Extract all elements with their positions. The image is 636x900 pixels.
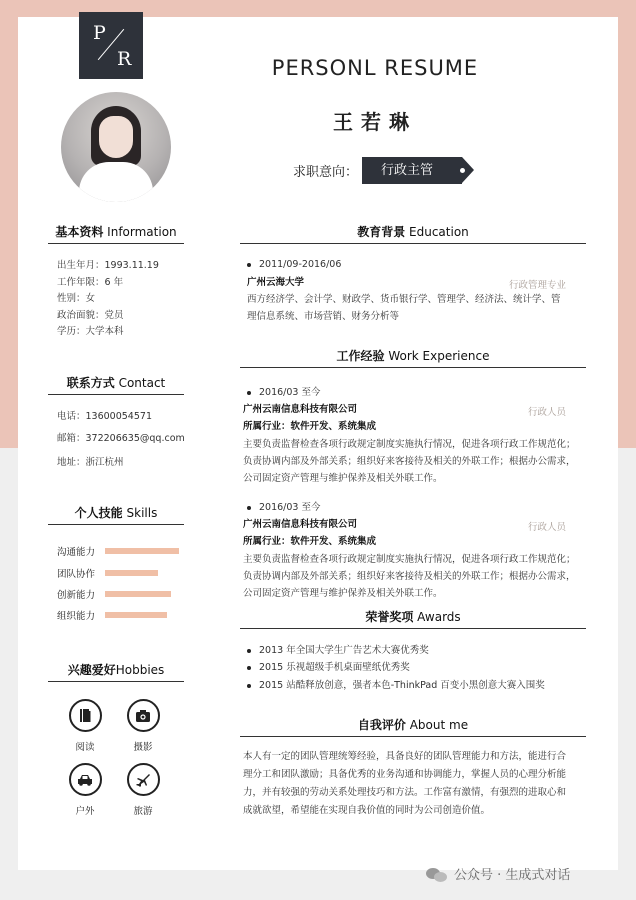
education-title-cn: 教育背景 bbox=[357, 225, 406, 239]
bullet-icon bbox=[247, 649, 251, 653]
job-description-line: 公司固定资产管理与维护保养及相关外联工作。 bbox=[243, 473, 443, 484]
skill-label: 沟通能力 bbox=[57, 547, 96, 558]
logo-letter-r: R bbox=[117, 48, 132, 70]
awards-title bbox=[240, 608, 586, 625]
job-description bbox=[243, 436, 588, 487]
work-title-en: Work Experience bbox=[384, 349, 490, 363]
camera-icon bbox=[127, 699, 160, 732]
political-status: 政治面貌：党员 bbox=[57, 309, 124, 321]
skill-bar bbox=[105, 591, 171, 597]
about-line: 成就欲望，希望能在实现自我价值的同时为公司创造价值。 bbox=[243, 805, 491, 816]
work-rule bbox=[240, 367, 586, 368]
job-description bbox=[243, 551, 588, 602]
skill-row bbox=[57, 544, 187, 558]
watermark bbox=[426, 864, 570, 883]
skill-row bbox=[57, 566, 187, 580]
job-company: 广州云南信息科技有限公司 bbox=[243, 519, 358, 530]
hobby-label: 摄影 bbox=[133, 742, 153, 753]
watermark-text: 公众号 · 生成式对话 bbox=[454, 868, 571, 883]
awards-title-cn: 荣誉奖项 bbox=[365, 610, 414, 624]
job-intent-value: 行政主管 bbox=[381, 163, 434, 178]
hobbies-rule bbox=[48, 681, 184, 682]
education-title-en: Education bbox=[405, 225, 469, 239]
hobbies-title bbox=[48, 661, 184, 678]
job-role: 行政人员 bbox=[527, 407, 566, 418]
intent-dot-icon bbox=[460, 168, 465, 173]
basic-info-title-cn: 基本资料 bbox=[55, 225, 104, 239]
bullet-icon bbox=[247, 666, 251, 670]
logo-letter-p: P bbox=[93, 22, 106, 44]
hobby-outdoor bbox=[60, 763, 110, 817]
about-line: 力，并有较强的劳动关系处理技巧和方法。工作富有激情，有强烈的进取心和 bbox=[243, 787, 567, 798]
about-line: 本人有一定的团队管理统筹经验，具备良好的团队管理能力和方法，能进行合 bbox=[243, 751, 567, 762]
job-intent bbox=[293, 157, 462, 184]
bullet-icon bbox=[247, 263, 251, 267]
degree: 学历：大学本科 bbox=[57, 326, 124, 337]
education-rule bbox=[240, 243, 586, 244]
hobbies-title-en: Hobbies bbox=[115, 663, 165, 677]
contact-email: 邮箱：372206635@qq.com bbox=[57, 433, 185, 444]
avatar-face bbox=[99, 116, 133, 158]
hobby-travel bbox=[118, 763, 168, 817]
job-company: 广州云南信息科技有限公司 bbox=[243, 404, 358, 415]
skills-title-en: Skills bbox=[122, 506, 158, 520]
skills-title-cn: 个人技能 bbox=[74, 506, 123, 520]
about-rule bbox=[240, 736, 586, 737]
job-intent-tag bbox=[362, 157, 462, 184]
bullet-icon bbox=[247, 684, 251, 688]
airplane-icon bbox=[127, 763, 160, 796]
skill-label: 组织能力 bbox=[57, 611, 96, 622]
work-title bbox=[240, 347, 586, 364]
education-courses-line: 理信息系统、市场营销、财务分析等 bbox=[247, 311, 400, 322]
hobby-label: 旅游 bbox=[133, 806, 153, 817]
job-period: 2016/03 至今 bbox=[259, 387, 321, 398]
basic-info-title bbox=[48, 223, 184, 240]
basic-info-list bbox=[57, 258, 159, 341]
hobby-photography bbox=[118, 699, 168, 753]
job-description-line: 公司固定资产管理与维护保养及相关外联工作。 bbox=[243, 588, 443, 599]
award-item: 2013 年全国大学生广告艺术大赛优秀奖 bbox=[259, 645, 429, 656]
skill-label: 创新能力 bbox=[57, 590, 96, 601]
basic-info-rule bbox=[48, 243, 184, 244]
person-name: 王若琳 bbox=[333, 110, 417, 134]
contact-title bbox=[48, 374, 184, 391]
contact-phone: 电话：13600054571 bbox=[57, 411, 152, 422]
job-role: 行政人员 bbox=[527, 522, 566, 533]
skill-row bbox=[57, 587, 187, 601]
contact-title-cn: 联系方式 bbox=[66, 376, 115, 390]
education-title bbox=[240, 223, 586, 240]
gender: 性别：女 bbox=[57, 293, 96, 304]
award-item: 2015 乐视超级手机桌面壁纸优秀奖 bbox=[259, 662, 410, 673]
skills-title bbox=[48, 504, 184, 521]
job-industry: 所属行业：软件开发、系统集成 bbox=[243, 536, 377, 547]
avatar-shirt bbox=[79, 162, 153, 202]
hobby-reading bbox=[60, 699, 110, 753]
job-description-line: 负责协调内部及外部关系；组织好来客接待及相关的外联工作；根据办公需求， bbox=[243, 571, 576, 582]
job-industry: 所属行业：软件开发、系统集成 bbox=[243, 421, 377, 432]
contact-address: 地址：浙江杭州 bbox=[57, 457, 124, 468]
about-title bbox=[240, 716, 586, 733]
contact-title-en: Contact bbox=[114, 376, 166, 390]
book-icon bbox=[69, 699, 102, 732]
about-line: 理分工和团队激励；具备优秀的业务沟通和协调能力，掌握人员的心理分析能 bbox=[243, 769, 567, 780]
car-icon bbox=[69, 763, 102, 796]
about-text bbox=[243, 748, 588, 820]
job-description-line: 负责协调内部及外部关系；组织好来客接待及相关的外联工作；根据办公需求， bbox=[243, 456, 576, 467]
about-title-en: About me bbox=[405, 718, 469, 732]
award-item: 2015 站酷释放创意，强者本色-ThinkPad 百变小黑创意大赛入围奖 bbox=[259, 680, 545, 691]
birth-date: 出生年月：1993.11.19 bbox=[57, 260, 159, 271]
job-description-line: 主要负责监督检查各项行政规定制度实施执行情况，促进各项行政工作规范化； bbox=[243, 554, 576, 565]
document-title: PERSONL RESUME bbox=[271, 56, 479, 80]
education-major: 行政管理专业 bbox=[508, 280, 566, 291]
education-courses-line: 西方经济学、会计学、财政学、货币银行学、管理学、经济法、统计学、管 bbox=[247, 294, 561, 305]
awards-rule bbox=[240, 628, 586, 629]
skills-rule bbox=[48, 524, 184, 525]
education-school: 广州云海大学 bbox=[247, 277, 305, 288]
contact-rule bbox=[48, 394, 184, 395]
hobby-label: 阅读 bbox=[75, 742, 95, 753]
work-years: 工作年限：6 年 bbox=[57, 276, 124, 288]
skill-row bbox=[57, 608, 187, 622]
pr-logo bbox=[79, 12, 143, 79]
education-courses bbox=[247, 291, 577, 325]
avatar bbox=[61, 92, 171, 202]
about-title-cn: 自我评价 bbox=[357, 718, 406, 732]
job-description-line: 主要负责监督检查各项行政规定制度实施执行情况，促进各项行政工作规范化； bbox=[243, 439, 576, 450]
bullet-icon bbox=[247, 506, 251, 510]
work-title-cn: 工作经验 bbox=[336, 349, 385, 363]
skill-bar bbox=[105, 570, 158, 576]
skill-bar bbox=[105, 612, 167, 618]
job-period: 2016/03 至今 bbox=[259, 502, 321, 513]
skill-label: 团队协作 bbox=[57, 569, 96, 580]
skill-bar bbox=[105, 548, 179, 554]
hobby-label: 户外 bbox=[75, 806, 95, 817]
awards-title-en: Awards bbox=[413, 610, 461, 624]
bullet-icon bbox=[247, 391, 251, 395]
job-intent-label: 求职意向： bbox=[293, 165, 359, 180]
wechat-icon bbox=[426, 866, 448, 882]
basic-info-title-en: Information bbox=[103, 225, 177, 239]
hobbies-title-cn: 兴趣爱好 bbox=[67, 663, 116, 677]
education-period: 2011/09-2016/06 bbox=[259, 259, 342, 270]
